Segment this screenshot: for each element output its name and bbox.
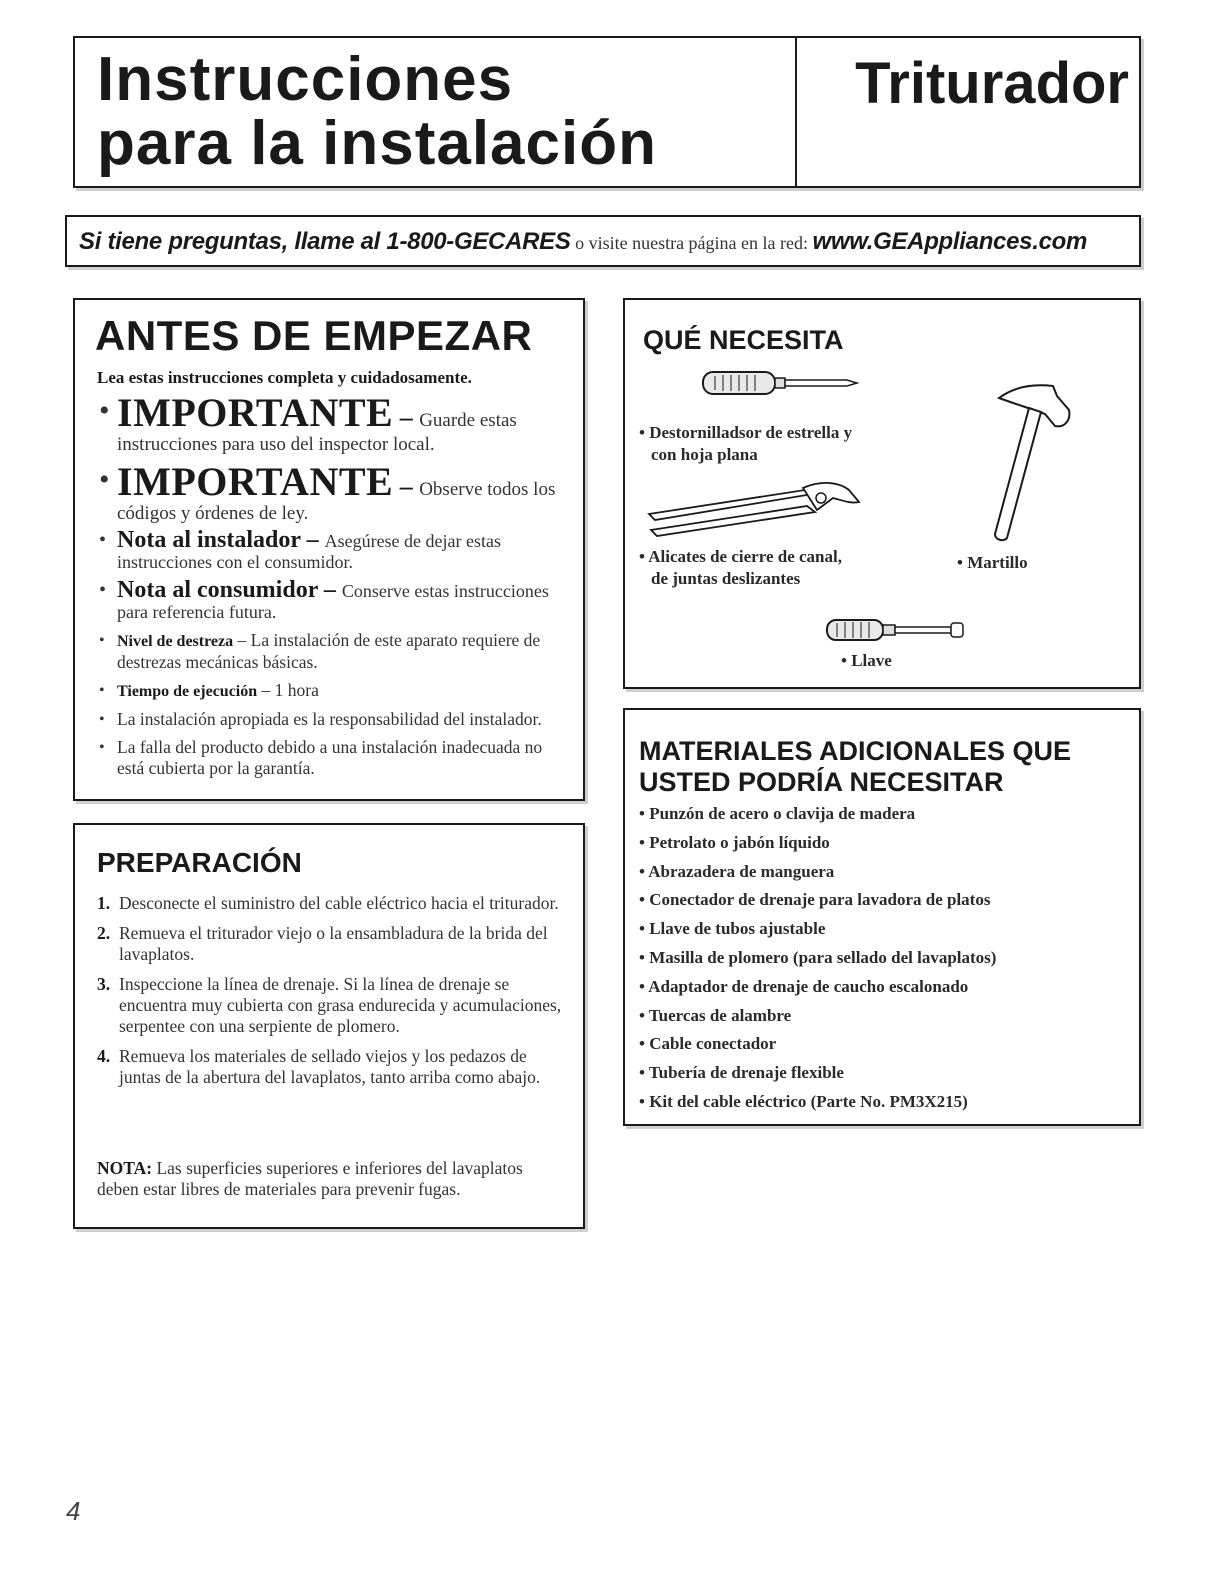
item-text: Guarde estas instrucciones para uso del inspector local. (117, 410, 517, 455)
note-text: Las superficies superiores e inferiores del lavaplatos deben estar libres de materiales para prevenir fugas. (97, 1158, 523, 1199)
screwdriver-label-1: • Destornilladsor de estrella y (639, 423, 853, 442)
hammer-label: • Martillo (957, 553, 1028, 572)
list-item (97, 392, 567, 455)
wrench-label: • Llave (841, 651, 892, 670)
header-box (73, 36, 1141, 188)
step-number: 2. (97, 923, 111, 943)
item-text: La falla del producto debido a una instalación inadecuada no está cubierta por la garantía. (117, 737, 543, 778)
contact-bar (65, 215, 1141, 267)
additional-materials-list (639, 804, 1129, 1121)
contact-website-link[interactable]: www.GEAppliances.com (812, 228, 1088, 255)
list-item (97, 630, 567, 673)
item-text: Observe todos los códigos y órdenes de ley. (117, 479, 556, 524)
contact-phone: 1-800-GECARES (386, 228, 571, 255)
item-dash: – (393, 403, 420, 432)
item-dash: – (393, 472, 420, 501)
before-you-begin-title: ANTES DE EMPEZAR (95, 312, 533, 359)
item-label: IMPORTANTE (117, 459, 394, 504)
item-dash: – (233, 630, 251, 650)
contact-line (79, 227, 1087, 259)
list-item: • Masilla de plomero (para sellado del lavaplatos) (639, 947, 997, 967)
item-text: Conserve estas instrucciones para referencia futura. (117, 581, 549, 622)
page-title-line-1: Instrucciones (97, 45, 514, 114)
step-number: 1. (97, 893, 111, 913)
list-item (97, 923, 567, 965)
list-item (97, 577, 567, 623)
screwdriver-icon (701, 368, 861, 400)
item-text: 1 hora (274, 680, 319, 700)
item-label: Nota al instalador (117, 527, 301, 553)
item-dash: – (317, 577, 342, 603)
contact-middle: o visite nuestra página en la red: (570, 233, 813, 253)
list-item (97, 527, 567, 573)
preparation-section (73, 823, 585, 1229)
page-title (97, 45, 657, 178)
step-text: Remueva el triturador viejo o la ensambladura de la brida del lavaplatos. (119, 923, 548, 964)
item-text: La instalación de este aparato requiere de destrezas mecánicas básicas. (117, 630, 541, 672)
list-item: • Abrazadera de manguera (639, 861, 835, 881)
contact-lead: Si tiene preguntas, llame al (79, 228, 387, 255)
list-item (97, 680, 567, 702)
item-label: Nivel de destreza (117, 633, 234, 650)
list-item: • Tuercas de alambre (639, 1005, 792, 1025)
bullet-icon: • (99, 682, 105, 699)
list-item: • Tubería de drenaje flexible (639, 1063, 844, 1083)
list-item: • Kit del cable eléctrico (Parte No. PM3X215) (639, 1091, 968, 1111)
step-text: Inspeccione la línea de drenaje. Si la línea de drenaje se encuentra muy cubierta con grasa endurecida y acumulaciones, serpentee con una serpiente de plomero. (119, 974, 562, 1036)
additional-materials-title: MATERIALES ADICIONALES QUE USTED PODRÍA NECESITAR (639, 736, 1072, 797)
preparation-note (97, 1158, 567, 1200)
list-item: • Cable conectador (639, 1034, 777, 1054)
list-item (97, 893, 567, 914)
list-item (97, 974, 567, 1037)
screwdriver-label-2: con hoja plana (651, 445, 758, 464)
item-dash: – (300, 527, 325, 553)
item-label: Nota al consumidor (117, 577, 318, 603)
additional-materials-section (623, 708, 1141, 1126)
tools-section (623, 298, 1141, 689)
hammer-icon (985, 376, 1075, 546)
list-item (97, 709, 567, 730)
preparation-steps (97, 893, 567, 1097)
bullet-icon: • (99, 463, 110, 496)
list-item (97, 1046, 567, 1088)
list-item: • Llave de tubos ajustable (639, 919, 826, 939)
page-number: 4 (66, 1496, 81, 1526)
bullet-icon: • (99, 739, 105, 756)
list-item (97, 737, 567, 779)
pliers-label-1: • Alicates de cierre de canal, (639, 547, 842, 566)
step-number: 4. (97, 1046, 111, 1066)
step-text: Remueva los materiales de sellado viejos y los pedazos de juntas de la abertura del lavaplatos, tanto arriba como abajo. (119, 1046, 541, 1087)
before-you-begin-lead: Lea estas instrucciones completa y cuidadosamente. (97, 368, 472, 387)
bullet-icon: • (99, 579, 107, 601)
page-title-line-2: para la instalación (97, 109, 657, 178)
wrench-icon (825, 618, 975, 644)
header-divider (795, 38, 797, 186)
step-text: Desconecte el suministro del cable eléctrico hacia el triturador. (119, 893, 559, 913)
preparation-title: PREPARACIÓN (97, 847, 302, 878)
list-item: • Adaptador de drenaje de caucho escalonado (639, 976, 969, 996)
list-item: • Petrolato o jabón líquido (639, 832, 830, 852)
before-you-begin-list (97, 392, 567, 786)
item-label: Tiempo de ejecución (117, 683, 258, 700)
step-number: 3. (97, 974, 111, 994)
item-dash: – (257, 680, 275, 700)
pliers-icon (645, 480, 875, 544)
bullet-icon: • (99, 711, 105, 728)
pliers-label-2: de juntas deslizantes (651, 569, 801, 588)
bullet-icon: • (99, 529, 107, 551)
list-item: • Punzón de acero o clavija de madera (639, 804, 916, 823)
before-you-begin-section (73, 298, 585, 801)
note-label: NOTA: (97, 1158, 153, 1178)
tools-title: QUÉ NECESITA (643, 325, 844, 355)
bullet-icon: • (99, 394, 110, 427)
bullet-icon: • (99, 632, 105, 649)
product-title: Triturador (855, 51, 1129, 116)
list-item: • Conectador de drenaje para lavadora de platos (639, 890, 991, 910)
item-text: La instalación apropiada es la responsabilidad del instalador. (117, 709, 542, 729)
list-item (97, 461, 567, 524)
item-text: Asegúrese de dejar estas instrucciones con el consumidor. (117, 531, 502, 572)
item-label: IMPORTANTE (117, 390, 394, 435)
